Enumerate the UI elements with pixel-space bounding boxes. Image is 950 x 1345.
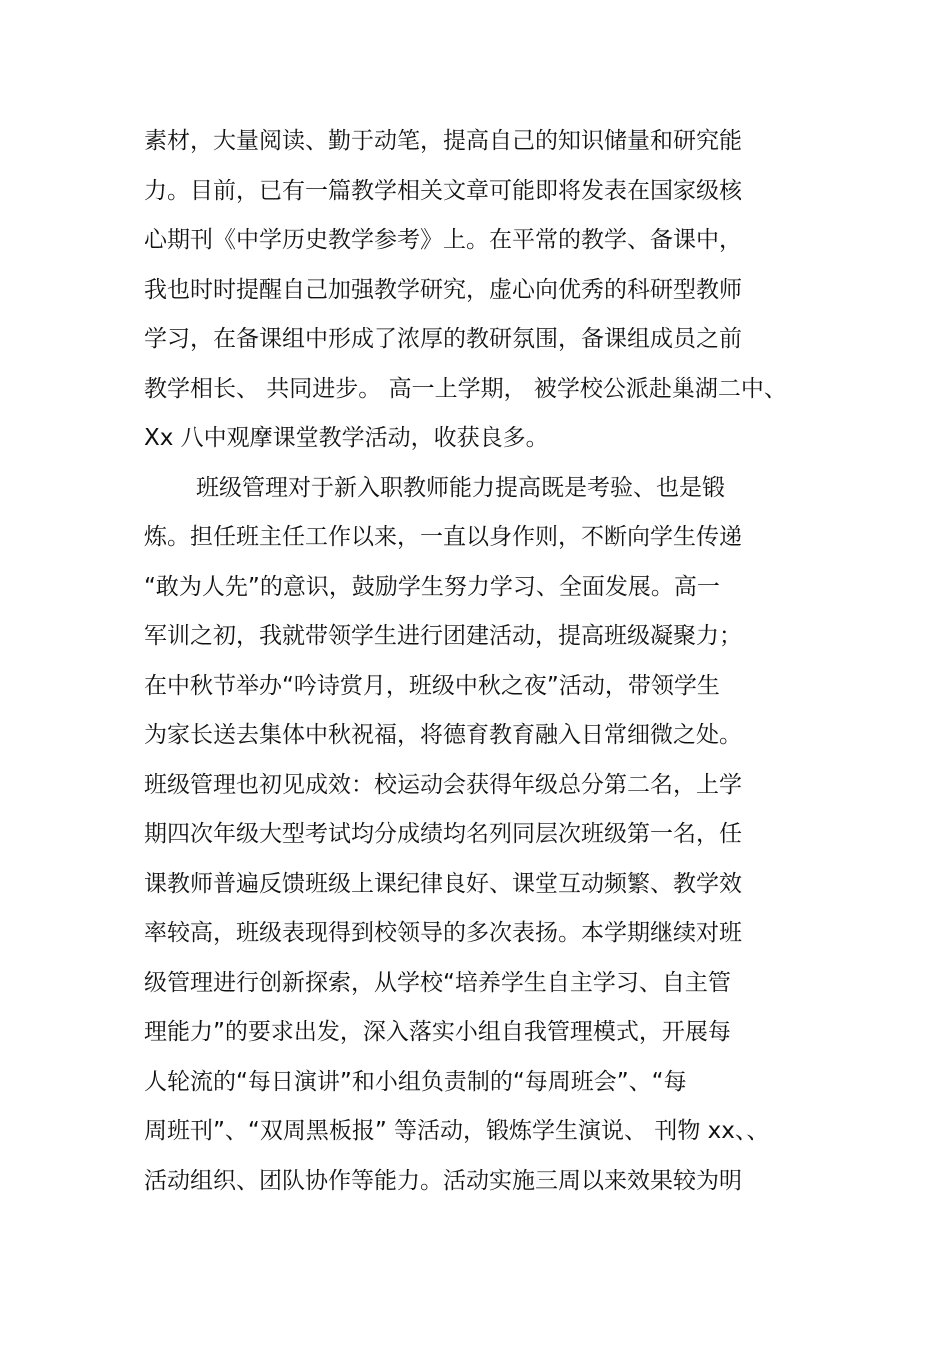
text-line: 军训之初，我就带领学生进行团建活动，提高班级凝聚力； <box>144 623 742 649</box>
text-line: 学习，在备课组中形成了浓厚的教研氛围，备课组成员之前 <box>144 326 742 352</box>
text-line: 活动组织、团队协作等能力。活动实施三周以来效果较为明 <box>144 1167 742 1194</box>
text-line: “敢为人先”的意识，鼓励学生努力学习、全面发展。高一 <box>144 573 720 600</box>
text-line: 级管理进行创新探索，从学校“培养学生自主学习、自主管 <box>144 969 731 996</box>
text-line: 在中秋节举办“吟诗赏月，班级中秋之夜”活动，带领学生 <box>144 672 720 699</box>
text-line: 课教师普遍反馈班级上课纪律良好、课堂互动频繁、教学效 <box>144 870 742 897</box>
text-line: 为家长送去集体中秋祝福，将德育教育融入日常细微之处。 <box>144 722 742 748</box>
text-line: 期四次年级大型考试均分成绩均名列同层次班级第一名，任 <box>144 821 742 847</box>
text-line: 周班刊”、“双周黑板报” 等活动，锻炼学生演说、 刊物 xx、、 <box>144 1118 770 1144</box>
body-text <box>144 121 844 1210</box>
text-line: 炼。担任班主任工作以来，一直以身作则，不断向学生传递 <box>144 524 742 550</box>
text-line: 力。目前，已有一篇教学相关文章可能即将发表在国家级核 <box>144 177 742 204</box>
paragraph-start-line: 班级管理对于新入职教师能力提高既是考验、也是锻 <box>196 474 725 501</box>
text-line: 班级管理也初见成效：校运动会获得年级总分第二名，上学 <box>144 771 742 798</box>
text-line: 人轮流的“每日演讲”和小组负责制的“每周班会”、“每 <box>144 1068 687 1095</box>
text-line: 我也时时提醒自己加强教学研究，虚心向优秀的科研型教师 <box>144 276 742 303</box>
text-line: 教学相长、 共同进步。 高一上学期， 被学校公派赴巢湖二中、 <box>144 375 787 402</box>
text-line: 心期刊《中学历史教学参考》上。在平常的教学、备课中， <box>144 227 742 253</box>
text-line: 理能力”的要求出发，深入落实小组自我管理模式，开展每 <box>144 1019 731 1045</box>
text-line: 率较高，班级表现得到校领导的多次表扬。本学期继续对班 <box>144 920 742 946</box>
text-line: Xx 八中观摩课堂教学活动，收获良多。 <box>144 425 549 451</box>
text-line: 素材，大量阅读、勤于动笔，提高自己的知识储量和研究能 <box>144 128 742 154</box>
